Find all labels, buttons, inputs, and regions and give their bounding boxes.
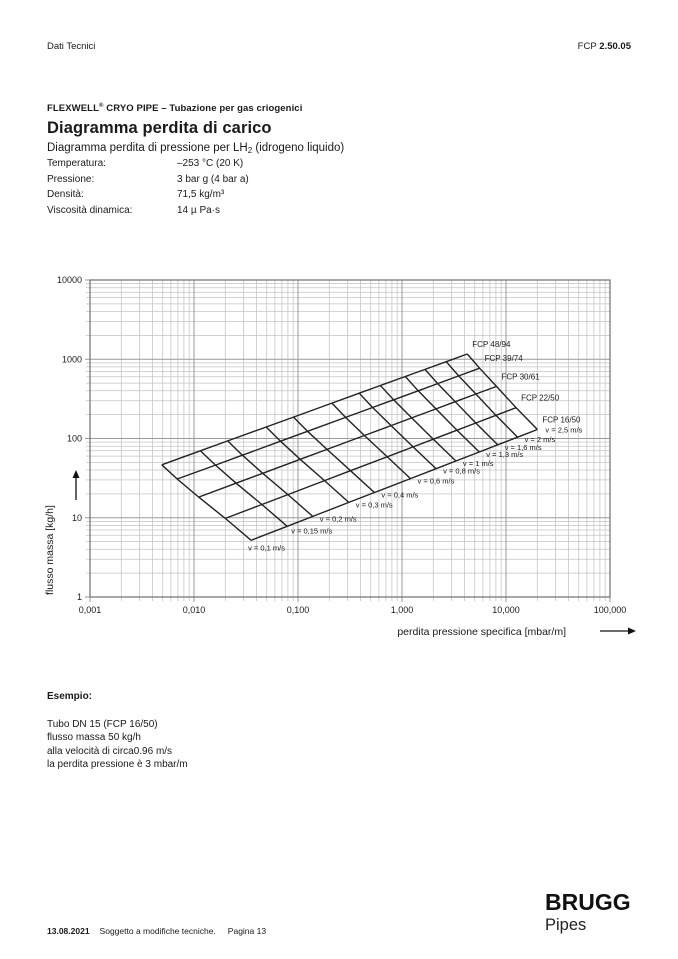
brand-logo: [545, 891, 631, 934]
subtitle-text-end: (idrogeno liquido): [252, 142, 345, 154]
y-tick-label: 10000: [56, 275, 82, 285]
registered-trademark-icon: ®: [99, 103, 104, 109]
subtitle-text: Diagramma perdita di pressione per LH: [47, 142, 248, 154]
example-block: [47, 691, 188, 771]
y-axis-arrow-icon: [73, 470, 80, 500]
page-subtitle: [47, 142, 344, 155]
y-tick-label: 100: [66, 433, 82, 444]
product-line: CRYO PIPE – Tubazione per gas criogenici: [103, 103, 303, 115]
example-line: Tubo DN 15 (FCP 16/50): [47, 719, 158, 730]
property-row: [47, 203, 249, 219]
x-axis-tick-labels: [79, 605, 627, 615]
property-value: 3 bar g (4 bar a): [177, 173, 249, 185]
doc-code-number: 2.50.05: [599, 41, 631, 52]
axis-titles: [44, 505, 566, 638]
property-label: Viscosità dinamica:: [47, 205, 133, 217]
pipe-size-label: FCP 16/50: [542, 415, 581, 425]
property-row: [47, 156, 249, 172]
velocity-label: v = 0,6 m/s: [417, 476, 455, 486]
pressure-loss-chart-svg: [40, 270, 640, 650]
y-tick-label: 10: [71, 512, 82, 523]
x-tick-label: 10,000: [492, 605, 520, 615]
velocity-label: v = 2,5 m/s: [545, 425, 583, 435]
y-tick-label: 1: [76, 592, 82, 602]
doc-code: [578, 41, 631, 52]
footer-note: Soggetto a modifiche tecniche.: [99, 926, 216, 936]
velocity-label: v = 1,3 m/s: [486, 450, 524, 459]
velocity-label: v = 0,8 m/s: [443, 466, 480, 476]
mesh-velocity-lines: [162, 354, 538, 540]
property-label: Temperatura:: [47, 158, 106, 169]
product-eyebrow: [47, 103, 302, 114]
example-line: la perdita pressione è 3 mbar/m: [47, 758, 188, 770]
velocity-label: v = 0,3 m/s: [355, 500, 393, 510]
y-axis-tick-labels: [57, 275, 82, 602]
velocity-label: v = 0,1 m/s: [248, 543, 285, 553]
property-row: [47, 187, 249, 203]
example-line: flusso massa 50 kg/h: [47, 732, 141, 744]
fluid-properties-table: [47, 156, 249, 219]
brand-name: FLEXWELL: [47, 103, 99, 115]
velocity-label: v = 0,2 m/s: [319, 514, 357, 524]
property-value: 71,5 kg/m³: [177, 189, 225, 201]
footer-page-number: Pagina 13: [227, 926, 267, 936]
example-line: alla velocità di circa0.96 m/s: [47, 745, 173, 757]
x-tick-label: 0,100: [286, 605, 310, 615]
x-tick-label: 0,010: [182, 605, 206, 615]
property-label: Densità:: [47, 189, 84, 201]
pipe-size-label: FCP 39/74: [484, 354, 523, 364]
property-value: –253 °C (20 K): [177, 158, 244, 169]
pipe-size-label: FCP 30/61: [501, 372, 540, 382]
example-heading: Esempio:: [47, 691, 93, 702]
velocity-label: v = 1 m/s: [462, 459, 494, 468]
pipe-size-label: FCP 22/50: [521, 393, 560, 403]
pipes-wordmark: Pipes: [545, 916, 587, 934]
pipe-labels: [472, 340, 581, 425]
pipe-size-label: FCP 48/94: [472, 340, 511, 349]
velocity-label: v = 2 m/s: [524, 435, 556, 445]
property-label: Pressione:: [47, 173, 95, 185]
subscript-2: 2: [247, 146, 253, 155]
velocity-label: v = 0,4 m/s: [381, 490, 419, 500]
x-axis-title: perdita pressione specifica [mbar/m]: [397, 626, 566, 638]
x-tick-label: 100,000: [593, 605, 627, 615]
x-axis-arrow-icon: [600, 628, 636, 635]
pressure-loss-chart: [40, 270, 640, 650]
doc-code-prefix: FCP: [577, 41, 597, 52]
property-row: [47, 172, 249, 188]
page-title: Diagramma perdita di carico: [47, 119, 272, 137]
velocity-label: v = 0,15 m/s: [291, 526, 333, 536]
brugg-wordmark: BRUGG: [545, 889, 631, 915]
header-section-label: Dati Tecnici: [47, 41, 96, 52]
footer-date: 13.08.2021: [47, 926, 90, 936]
y-axis-title: flusso massa [kg/h]: [44, 505, 56, 595]
x-tick-label: 0,001: [78, 605, 102, 615]
footer: [47, 926, 266, 936]
x-tick-label: 1,000: [390, 605, 414, 615]
velocity-label: v = 1,6 m/s: [504, 442, 542, 452]
property-value: 14 µ Pa·s: [177, 205, 221, 217]
y-tick-label: 1000: [61, 354, 82, 365]
